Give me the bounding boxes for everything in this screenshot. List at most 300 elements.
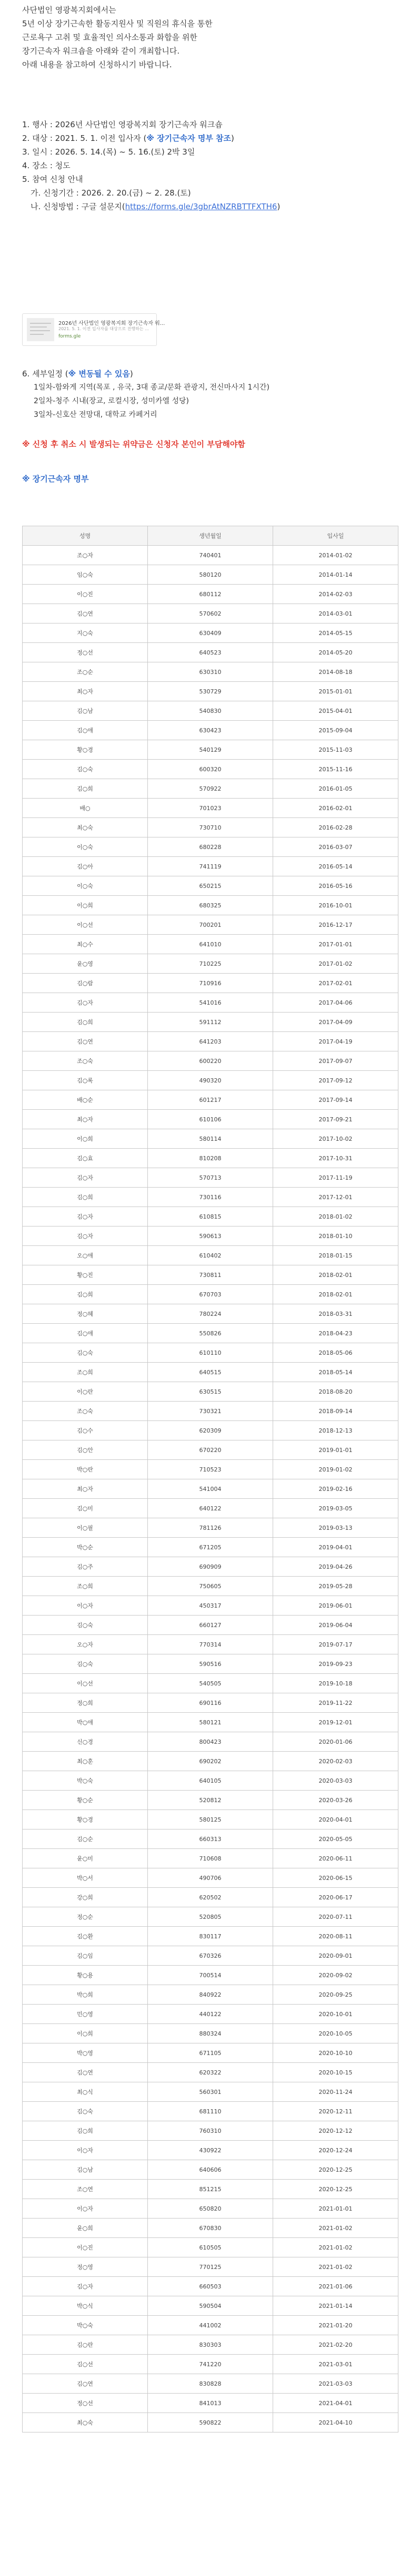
cell-birthdate: 490706 bbox=[148, 1868, 273, 1888]
cell-birthdate: 670220 bbox=[148, 1440, 273, 1460]
cell-hire-date: 2016-02-28 bbox=[273, 818, 398, 837]
table-row bbox=[23, 1985, 398, 2005]
cell-birthdate: 770125 bbox=[148, 2257, 273, 2277]
cell-name: 김○희 bbox=[23, 1188, 148, 1207]
cell-hire-date: 2014-05-20 bbox=[273, 643, 398, 662]
cell-name: 김○숙 bbox=[23, 1343, 148, 1363]
cell-name: 이○선 bbox=[23, 1674, 148, 1693]
table-row bbox=[23, 799, 398, 818]
cell-hire-date: 2019-11-22 bbox=[273, 1693, 398, 1713]
cell-name: 조○희 bbox=[23, 1363, 148, 1382]
cell-birthdate: 760310 bbox=[148, 2121, 273, 2141]
cell-name: 오○자 bbox=[23, 1635, 148, 1654]
cell-birthdate: 650215 bbox=[148, 876, 273, 896]
cell-name: 김○남 bbox=[23, 2160, 148, 2180]
cell-name: 배○ bbox=[23, 799, 148, 818]
cell-hire-date: 2018-01-02 bbox=[273, 1207, 398, 1226]
cell-name: 정○희 bbox=[23, 1693, 148, 1713]
cell-name: 황○경 bbox=[23, 1810, 148, 1829]
cell-birthdate: 700514 bbox=[148, 1966, 273, 1985]
cell-name: 김○희 bbox=[23, 1013, 148, 1032]
cell-name: 최○자 bbox=[23, 1479, 148, 1499]
cell-hire-date: 2018-04-23 bbox=[273, 1324, 398, 1343]
table-row bbox=[23, 721, 398, 740]
table-row bbox=[23, 2374, 398, 2394]
cell-hire-date: 2019-07-17 bbox=[273, 1635, 398, 1654]
cell-name: 최○훈 bbox=[23, 1752, 148, 1771]
cell-name: 조○희 bbox=[23, 1577, 148, 1596]
cell-name: 이○진 bbox=[23, 585, 148, 604]
cell-hire-date: 2021-01-14 bbox=[273, 2296, 398, 2316]
cell-birthdate: 590822 bbox=[148, 2413, 273, 2432]
cell-hire-date: 2016-01-05 bbox=[273, 779, 398, 799]
table-row bbox=[23, 954, 398, 974]
cell-birthdate: 550826 bbox=[148, 1324, 273, 1343]
cell-hire-date: 2016-03-07 bbox=[273, 837, 398, 857]
cell-name: 최○숙 bbox=[23, 818, 148, 837]
cell-name: 박○숙 bbox=[23, 2316, 148, 2335]
table-row bbox=[23, 2316, 398, 2335]
header-hire-date: 입사일 bbox=[273, 526, 398, 546]
cell-birthdate: 640523 bbox=[148, 643, 273, 662]
table-row bbox=[23, 2219, 398, 2238]
table-row bbox=[23, 2063, 398, 2082]
cell-hire-date: 2020-06-15 bbox=[273, 1868, 398, 1888]
cell-birthdate: 590504 bbox=[148, 2296, 273, 2316]
cell-name: 김○주 bbox=[23, 1557, 148, 1577]
cell-name: 박○서 bbox=[23, 1868, 148, 1888]
cell-hire-date: 2019-01-01 bbox=[273, 1440, 398, 1460]
cell-name: 조○연 bbox=[23, 2180, 148, 2199]
cell-birthdate: 630423 bbox=[148, 721, 273, 740]
event-date: 3. 일시 : 2026. 5. 14.(목) ~ 5. 16.(토) 2박 3일 bbox=[22, 147, 195, 157]
table-row bbox=[23, 1421, 398, 1440]
cell-birthdate: 601217 bbox=[148, 1090, 273, 1110]
preview-description: 2021. 5. 1. 이전 입사자를 대상으로 진행하는 ... bbox=[58, 326, 149, 331]
cell-birthdate: 660313 bbox=[148, 1829, 273, 1849]
preview-domain: forms.gle bbox=[58, 334, 81, 339]
cell-name: 박○애 bbox=[23, 1713, 148, 1732]
cell-hire-date: 2020-07-11 bbox=[273, 1907, 398, 1927]
cell-birthdate: 780224 bbox=[148, 1304, 273, 1324]
cell-hire-date: 2017-09-07 bbox=[273, 1051, 398, 1071]
cell-hire-date: 2019-06-01 bbox=[273, 1596, 398, 1616]
cell-birthdate: 710608 bbox=[148, 1849, 273, 1868]
cell-birthdate: 710523 bbox=[148, 1460, 273, 1479]
table-row bbox=[23, 1635, 398, 1654]
form-thumbnail-image bbox=[27, 318, 54, 341]
cell-birthdate: 730321 bbox=[148, 1402, 273, 1421]
cell-name: 이○자 bbox=[23, 2199, 148, 2219]
cell-birthdate: 810208 bbox=[148, 1149, 273, 1168]
cell-name: 정○영 bbox=[23, 2257, 148, 2277]
cell-name: 이○선 bbox=[23, 915, 148, 935]
table-row bbox=[23, 1693, 398, 1713]
cell-hire-date: 2020-09-02 bbox=[273, 1966, 398, 1985]
table-row bbox=[23, 1324, 398, 1343]
cell-hire-date: 2019-04-26 bbox=[273, 1557, 398, 1577]
table-row bbox=[23, 1207, 398, 1226]
cell-hire-date: 2018-03-31 bbox=[273, 1304, 398, 1324]
table-row bbox=[23, 915, 398, 935]
cell-hire-date: 2019-03-05 bbox=[273, 1499, 398, 1518]
cell-hire-date: 2015-11-16 bbox=[273, 760, 398, 779]
cell-birthdate: 830117 bbox=[148, 1927, 273, 1946]
cell-hire-date: 2019-06-04 bbox=[273, 1616, 398, 1635]
table-row bbox=[23, 837, 398, 857]
cell-name: 정○선 bbox=[23, 643, 148, 662]
table-row bbox=[23, 2121, 398, 2141]
cell-name: 이○희 bbox=[23, 1129, 148, 1149]
cell-birthdate: 680112 bbox=[148, 585, 273, 604]
cell-name: 이○자 bbox=[23, 1596, 148, 1616]
cell-hire-date: 2015-04-01 bbox=[273, 701, 398, 721]
cell-hire-date: 2018-05-14 bbox=[273, 1363, 398, 1382]
cell-hire-date: 2017-11-19 bbox=[273, 1168, 398, 1188]
cell-name: 조○숙 bbox=[23, 1051, 148, 1071]
preview-title: 2026년 사단법인 영광복지회 장기근속자 워... bbox=[58, 321, 165, 326]
cell-birthdate: 540830 bbox=[148, 701, 273, 721]
intro-line-5: 아래 내용을 참고하여 신청하시기 바랍니다. bbox=[22, 60, 172, 69]
cell-name: 강○희 bbox=[23, 1888, 148, 1907]
table-row bbox=[23, 1791, 398, 1810]
cell-name: 최○수 bbox=[23, 935, 148, 954]
cell-hire-date: 2018-08-20 bbox=[273, 1382, 398, 1402]
cell-birthdate: 430922 bbox=[148, 2141, 273, 2160]
cell-name: 황○순 bbox=[23, 1791, 148, 1810]
cell-name: 이○숙 bbox=[23, 837, 148, 857]
cell-birthdate: 520812 bbox=[148, 1791, 273, 1810]
cell-birthdate: 600220 bbox=[148, 1051, 273, 1071]
cell-hire-date: 2018-01-15 bbox=[273, 1246, 398, 1265]
cell-hire-date: 2020-06-17 bbox=[273, 1888, 398, 1907]
table-row bbox=[23, 1110, 398, 1129]
cell-name: 김○연 bbox=[23, 1032, 148, 1051]
table-row bbox=[23, 1888, 398, 1907]
table-row bbox=[23, 1343, 398, 1363]
apply-method-text: 나. 신청방법 : 구글 설문지( bbox=[31, 202, 125, 211]
cell-birthdate: 610505 bbox=[148, 2238, 273, 2257]
cell-birthdate: 840922 bbox=[148, 1985, 273, 2005]
cell-name: 김○임 bbox=[23, 1946, 148, 1966]
cell-name: 김○란 bbox=[23, 2335, 148, 2355]
cell-name: 김○애 bbox=[23, 721, 148, 740]
cell-birthdate: 640122 bbox=[148, 1499, 273, 1518]
cell-birthdate: 570713 bbox=[148, 1168, 273, 1188]
cell-birthdate: 660503 bbox=[148, 2277, 273, 2296]
cell-name: 김○순 bbox=[23, 1829, 148, 1849]
cell-name: 김○숙 bbox=[23, 1616, 148, 1635]
cell-hire-date: 2018-02-01 bbox=[273, 1285, 398, 1304]
cell-name: 박○숙 bbox=[23, 1771, 148, 1791]
cell-hire-date: 2021-01-02 bbox=[273, 2257, 398, 2277]
cell-birthdate: 700201 bbox=[148, 915, 273, 935]
schedule-day-3: 3일차-신호산 전망대, 대학교 카페거리 bbox=[34, 411, 157, 419]
table-row bbox=[23, 1654, 398, 1674]
target-end: ) bbox=[231, 134, 234, 143]
table-row bbox=[23, 1304, 398, 1324]
table-row bbox=[23, 857, 398, 876]
table-row bbox=[23, 546, 398, 565]
target-text: 2. 대상 : 2021. 5. 1. 이전 입사자 ( bbox=[22, 134, 147, 143]
table-row bbox=[23, 1226, 398, 1246]
cell-birthdate: 830303 bbox=[148, 2335, 273, 2355]
cell-name: 조○숙 bbox=[23, 1402, 148, 1421]
cell-hire-date: 2019-01-02 bbox=[273, 1460, 398, 1479]
apply-method-line bbox=[31, 201, 280, 212]
table-row bbox=[23, 2394, 398, 2413]
roster-title: ※ 장기근속자 명부 bbox=[22, 474, 89, 484]
table-row bbox=[23, 1188, 398, 1207]
cell-birthdate: 660127 bbox=[148, 1616, 273, 1635]
table-row bbox=[23, 1460, 398, 1479]
cell-hire-date: 2014-08-18 bbox=[273, 662, 398, 682]
cell-birthdate: 690116 bbox=[148, 1693, 273, 1713]
cell-birthdate: 530729 bbox=[148, 682, 273, 701]
table-row bbox=[23, 1849, 398, 1868]
cell-name: 신○경 bbox=[23, 1732, 148, 1752]
cell-name: 이○희 bbox=[23, 896, 148, 915]
table-row bbox=[23, 1752, 398, 1771]
cell-name: 김○애 bbox=[23, 1324, 148, 1343]
table-row bbox=[23, 1810, 398, 1829]
cell-name: 이○숙 bbox=[23, 876, 148, 896]
table-row bbox=[23, 1149, 398, 1168]
cell-birthdate: 851215 bbox=[148, 2180, 273, 2199]
table-row bbox=[23, 565, 398, 585]
cell-hire-date: 2020-12-25 bbox=[273, 2160, 398, 2180]
cell-hire-date: 2019-04-01 bbox=[273, 1538, 398, 1557]
cell-name: 김○자 bbox=[23, 1207, 148, 1226]
cell-birthdate: 670830 bbox=[148, 2219, 273, 2238]
cell-hire-date: 2021-01-06 bbox=[273, 2277, 398, 2296]
cell-name: 김○안 bbox=[23, 1440, 148, 1460]
table-row bbox=[23, 1129, 398, 1149]
cell-birthdate: 640105 bbox=[148, 1771, 273, 1791]
header-birthdate: 생년월일 bbox=[148, 526, 273, 546]
cell-birthdate: 560301 bbox=[148, 2082, 273, 2102]
table-row bbox=[23, 1829, 398, 1849]
table-row bbox=[23, 643, 398, 662]
roster-body bbox=[23, 546, 398, 2432]
cell-birthdate: 590516 bbox=[148, 1654, 273, 1674]
table-row bbox=[23, 1090, 398, 1110]
cell-name: 정○순 bbox=[23, 1907, 148, 1927]
cell-hire-date: 2014-05-15 bbox=[273, 623, 398, 643]
cell-name: 김○자 bbox=[23, 2277, 148, 2296]
roster-reference: ※ 장기근속자 명부 참조 bbox=[146, 134, 232, 143]
table-row bbox=[23, 1907, 398, 1927]
table-row bbox=[23, 2199, 398, 2219]
intro-line-3: 근로욕구 고취 및 효율적인 의사소통과 화합을 위한 bbox=[22, 33, 197, 42]
cell-birthdate: 690909 bbox=[148, 1557, 273, 1577]
cell-name: 윤○미 bbox=[23, 1849, 148, 1868]
roster-header-row bbox=[23, 526, 398, 546]
cell-birthdate: 441002 bbox=[148, 2316, 273, 2335]
cell-hire-date: 2020-05-05 bbox=[273, 1829, 398, 1849]
table-row bbox=[23, 1440, 398, 1460]
cell-hire-date: 2014-01-14 bbox=[273, 565, 398, 585]
cell-hire-date: 2021-01-01 bbox=[273, 2199, 398, 2219]
cell-name: 배○순 bbox=[23, 1090, 148, 1110]
cell-name: 김○미 bbox=[23, 1499, 148, 1518]
table-row bbox=[23, 1479, 398, 1499]
cell-hire-date: 2017-09-14 bbox=[273, 1090, 398, 1110]
cell-hire-date: 2021-01-02 bbox=[273, 2238, 398, 2257]
cell-hire-date: 2020-12-25 bbox=[273, 2180, 398, 2199]
table-row bbox=[23, 876, 398, 896]
cell-name: 최○식 bbox=[23, 2082, 148, 2102]
cell-birthdate: 680325 bbox=[148, 896, 273, 915]
cell-birthdate: 610110 bbox=[148, 1343, 273, 1363]
cell-birthdate: 610106 bbox=[148, 1110, 273, 1129]
cell-hire-date: 2020-04-01 bbox=[273, 1810, 398, 1829]
cell-hire-date: 2017-04-19 bbox=[273, 1032, 398, 1051]
table-row bbox=[23, 1674, 398, 1693]
cell-hire-date: 2019-05-28 bbox=[273, 1577, 398, 1596]
table-row bbox=[23, 1051, 398, 1071]
cell-birthdate: 690202 bbox=[148, 1752, 273, 1771]
cell-hire-date: 2020-03-26 bbox=[273, 1791, 398, 1810]
table-row bbox=[23, 1966, 398, 1985]
cell-birthdate: 681110 bbox=[148, 2102, 273, 2121]
cell-hire-date: 2018-05-06 bbox=[273, 1343, 398, 1363]
cell-hire-date: 2020-10-05 bbox=[273, 2024, 398, 2043]
cell-hire-date: 2018-09-14 bbox=[273, 1402, 398, 1421]
cell-hire-date: 2019-03-13 bbox=[273, 1518, 398, 1538]
cell-birthdate: 570602 bbox=[148, 604, 273, 623]
cell-name: 이○희 bbox=[23, 2024, 148, 2043]
cell-birthdate: 730710 bbox=[148, 818, 273, 837]
cell-name: 박○희 bbox=[23, 1985, 148, 2005]
table-row bbox=[23, 1927, 398, 1946]
cell-name: 김○자 bbox=[23, 1226, 148, 1246]
cell-hire-date: 2018-01-10 bbox=[273, 1226, 398, 1246]
table-row bbox=[23, 2102, 398, 2121]
table-row bbox=[23, 1577, 398, 1596]
link-preview-card[interactable] bbox=[22, 313, 165, 346]
table-row bbox=[23, 623, 398, 643]
cell-birthdate: 730116 bbox=[148, 1188, 273, 1207]
cell-name: 윤○희 bbox=[23, 2219, 148, 2238]
table-row bbox=[23, 1557, 398, 1577]
table-row bbox=[23, 2413, 398, 2432]
cell-name: 지○숙 bbox=[23, 623, 148, 643]
event-place: 4. 장소 : 청도 bbox=[22, 161, 71, 170]
cell-birthdate: 580125 bbox=[148, 1810, 273, 1829]
cell-hire-date: 2018-12-13 bbox=[273, 1421, 398, 1440]
cell-name: 황○진 bbox=[23, 1265, 148, 1285]
schedule-heading-text: 6. 세부일정 ( bbox=[22, 369, 68, 379]
table-row bbox=[23, 2257, 398, 2277]
table-row bbox=[23, 2005, 398, 2024]
table-row bbox=[23, 2180, 398, 2199]
cell-hire-date: 2021-04-01 bbox=[273, 2394, 398, 2413]
cell-birthdate: 671105 bbox=[148, 2043, 273, 2063]
table-row bbox=[23, 1246, 398, 1265]
cell-hire-date: 2016-12-17 bbox=[273, 915, 398, 935]
table-row bbox=[23, 1732, 398, 1752]
table-row bbox=[23, 2082, 398, 2102]
cell-name: 김○희 bbox=[23, 1285, 148, 1304]
cell-name: 이○자 bbox=[23, 2141, 148, 2160]
cell-name: 최○자 bbox=[23, 682, 148, 701]
cell-name: 김○희 bbox=[23, 779, 148, 799]
cell-birthdate: 540129 bbox=[148, 740, 273, 760]
cell-birthdate: 541016 bbox=[148, 993, 273, 1013]
cell-birthdate: 620309 bbox=[148, 1421, 273, 1440]
google-form-link[interactable]: https://forms.gle/3gbrAtNZRBTTFXTH6 bbox=[125, 202, 277, 211]
cell-hire-date: 2014-02-03 bbox=[273, 585, 398, 604]
cell-hire-date: 2016-10-01 bbox=[273, 896, 398, 915]
schedule-heading-end: ) bbox=[129, 369, 133, 379]
cell-birthdate: 580120 bbox=[148, 565, 273, 585]
schedule-day-1: 1일차-함와게 지역(목포 , 유국, 3대 종교/문화 관광지, 전신마사지 1시간) bbox=[34, 383, 269, 392]
cell-hire-date: 2017-09-21 bbox=[273, 1110, 398, 1129]
table-row bbox=[23, 974, 398, 993]
cell-name: 김○람 bbox=[23, 974, 148, 993]
table-row bbox=[23, 1363, 398, 1382]
cell-name: 이○란 bbox=[23, 1382, 148, 1402]
cell-hire-date: 2020-09-01 bbox=[273, 1946, 398, 1966]
table-row bbox=[23, 896, 398, 915]
cell-hire-date: 2017-10-02 bbox=[273, 1129, 398, 1149]
table-row bbox=[23, 2355, 398, 2374]
cell-name: 김○자 bbox=[23, 1168, 148, 1188]
cell-birthdate: 570922 bbox=[148, 779, 273, 799]
cell-hire-date: 2020-02-03 bbox=[273, 1752, 398, 1771]
cell-name: 김○자 bbox=[23, 993, 148, 1013]
cell-name: 최○자 bbox=[23, 1110, 148, 1129]
intro-line-4: 장기근속자 워크숍을 아래와 같이 개최합니다. bbox=[22, 46, 180, 56]
cell-birthdate: 880324 bbox=[148, 2024, 273, 2043]
cell-hire-date: 2018-02-01 bbox=[273, 1265, 398, 1285]
cell-hire-date: 2019-12-01 bbox=[273, 1713, 398, 1732]
cell-birthdate: 670703 bbox=[148, 1285, 273, 1304]
cell-name: 김○수 bbox=[23, 1421, 148, 1440]
table-row bbox=[23, 2141, 398, 2160]
table-row bbox=[23, 818, 398, 837]
cell-name: 임○숙 bbox=[23, 565, 148, 585]
cell-hire-date: 2016-05-16 bbox=[273, 876, 398, 896]
table-row bbox=[23, 1032, 398, 1051]
table-row bbox=[23, 1285, 398, 1304]
cell-hire-date: 2014-01-02 bbox=[273, 546, 398, 565]
table-row bbox=[23, 604, 398, 623]
cell-hire-date: 2017-10-31 bbox=[273, 1149, 398, 1168]
cell-birthdate: 710916 bbox=[148, 974, 273, 993]
cell-name: 김○연 bbox=[23, 2063, 148, 2082]
cell-birthdate: 741220 bbox=[148, 2355, 273, 2374]
cell-name: 김○선 bbox=[23, 2355, 148, 2374]
schedule-day-2: 2일차-청주 시내(장교, 로컬시장, 성미카엘 성당) bbox=[34, 397, 189, 405]
cell-birthdate: 670326 bbox=[148, 1946, 273, 1966]
table-row bbox=[23, 585, 398, 604]
cell-hire-date: 2017-04-06 bbox=[273, 993, 398, 1013]
cell-hire-date: 2020-12-24 bbox=[273, 2141, 398, 2160]
table-row bbox=[23, 740, 398, 760]
table-row bbox=[23, 1713, 398, 1732]
table-row bbox=[23, 1382, 398, 1402]
cell-hire-date: 2015-09-04 bbox=[273, 721, 398, 740]
table-row bbox=[23, 1518, 398, 1538]
cell-name: 김○연 bbox=[23, 2374, 148, 2394]
cell-birthdate: 741119 bbox=[148, 857, 273, 876]
cell-hire-date: 2017-09-12 bbox=[273, 1071, 398, 1090]
cell-birthdate: 800423 bbox=[148, 1732, 273, 1752]
cell-name: 김○숙 bbox=[23, 2102, 148, 2121]
event-name: 1. 행사 : 2026년 사단법인 영광복지회 장기근속자 워크숍 bbox=[22, 120, 223, 129]
